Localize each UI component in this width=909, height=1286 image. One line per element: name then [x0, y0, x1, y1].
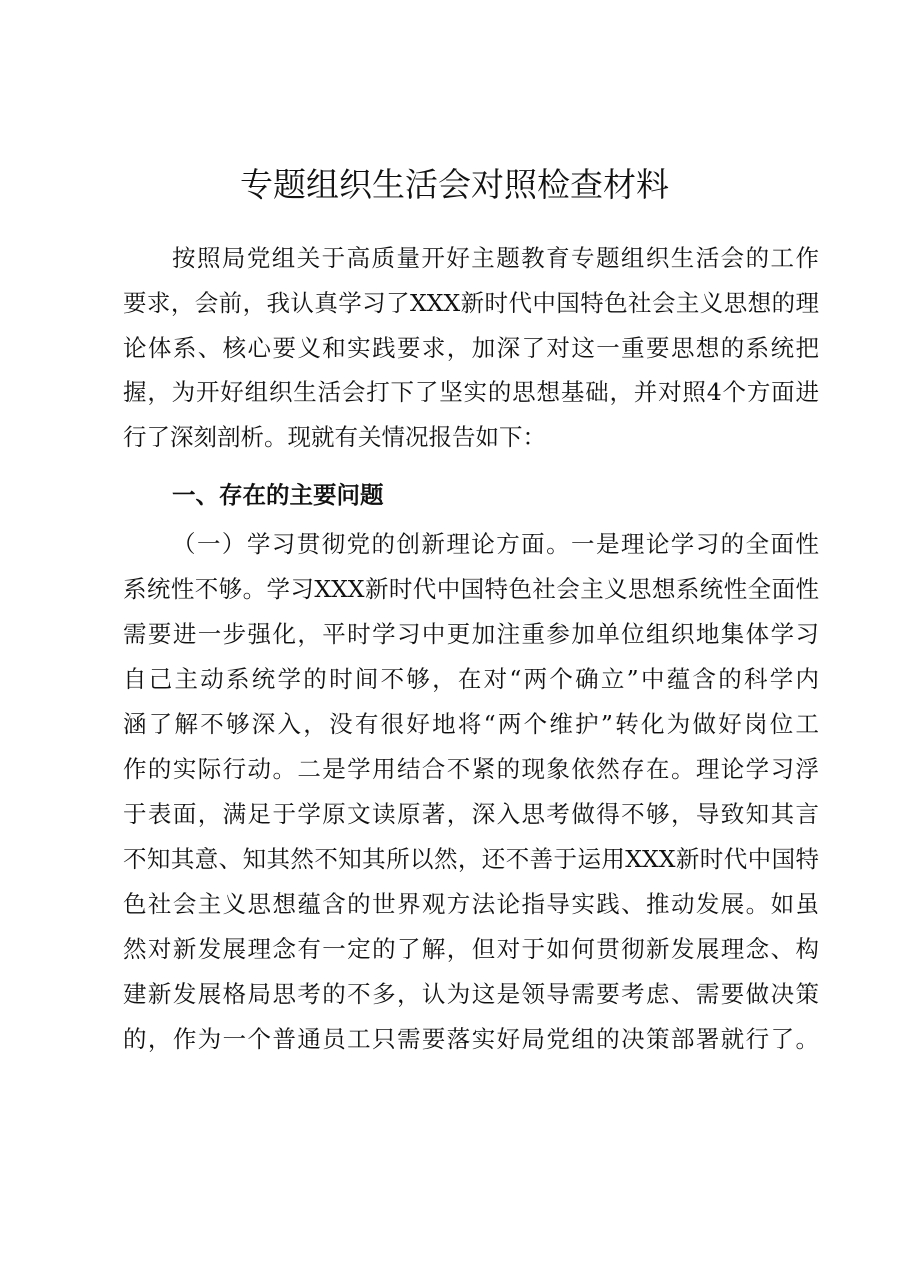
section-line: 色社会主义思想蕴含的世界观方法论指导实践、推动发展。如虽 — [123, 890, 819, 918]
section-heading: 一、存在的主要问题 — [172, 481, 384, 509]
section-line: 涵了解不够深入，没有很好地将“两个维护”转化为做好岗位工 — [123, 710, 819, 738]
intro-line: 行了深刻剖析。现就有关情况报告如下： — [123, 423, 546, 451]
section-line: 于表面，满足于学原文读原著，深入思考做得不够，导致知其言 — [123, 800, 819, 828]
intro-line: 论体系、核心要义和实践要求，加深了对这一重要思想的系统把 — [123, 334, 819, 362]
section-line: 需要进一步强化，平时学习中更加注重参加单位组织地集体学习 — [123, 620, 819, 648]
section-line: 不知其意、知其然不知其所以然，还不善于运用XXX新时代中国特 — [123, 845, 819, 873]
section-line: 作的实际行动。二是学用结合不紧的现象依然存在。理论学习浮 — [123, 755, 819, 783]
section-line: 建新发展格局思考的不多，认为这是领导需要考虑、需要做决策 — [123, 980, 819, 1008]
section-line: 的，作为一个普通员工只需要落实好局党组的决策部署就行了。 — [123, 1025, 819, 1053]
section-line: 然对新发展理念有一定的了解，但对于如何贯彻新发展理念、构 — [123, 935, 819, 963]
section-line: 系统性不够。学习XXX新时代中国特色社会主义思想系统性全面性 — [123, 575, 819, 603]
intro-line: 要求，会前，我认真学习了XXX新时代中国特色社会主义思想的理 — [123, 289, 819, 317]
intro-line: 握，为开好组织生活会打下了坚实的思想基础，并对照4个方面进 — [123, 378, 819, 406]
intro-line: 按照局党组关于高质量开好主题教育专题组织生活会的工作 — [172, 244, 819, 272]
section-line: 自己主动系统学的时间不够，在对“两个确立”中蕴含的科学内 — [123, 665, 819, 693]
document-title: 专题组织生活会对照检查材料 — [240, 165, 669, 204]
section-line: （一）学习贯彻党的创新理论方面。一是理论学习的全面性 — [172, 530, 819, 558]
